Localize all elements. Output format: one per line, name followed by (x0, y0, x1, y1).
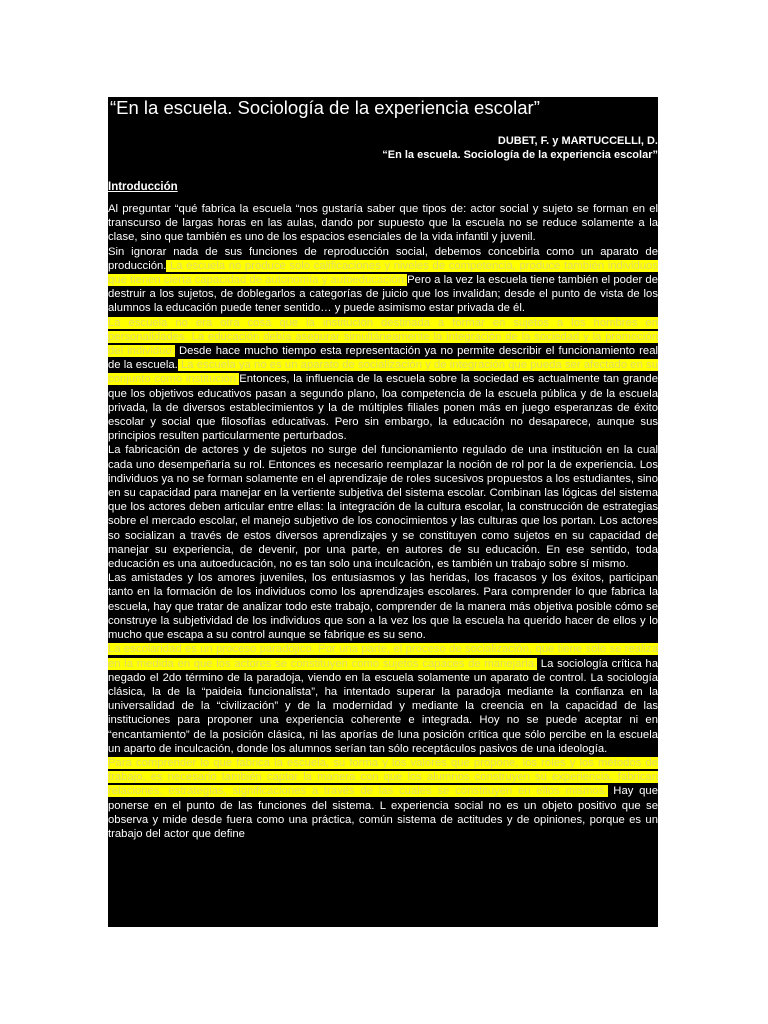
document-title: “En la escuela. Sociología de la experiencia escolar” (110, 97, 540, 118)
paragraph-5: Las amistades y los amores juveniles, los entusiasmos y las heridas, los fracasos y los éxitos, participan tanto en la formación de los individuos como los aprendizajes escolares. Para comprender lo que fabrica la escuela, hay que tratar de analizar todo este trabajo, comprender de la manera más objetiva posible cómo se construye la subjetividad de los individuos que son a la vez los que la escuela ha querido hacer de ellos y lo mucho que escapa a su control aunque se fabrique es su seno. (108, 572, 658, 642)
paragraph-3 (108, 316, 658, 444)
paragraph-2 (108, 245, 658, 316)
paragraph-6 (108, 642, 658, 756)
paragraph-2-text-a: Sin ignorar nada de sus funciones de reproducción social, debemos concebirla como un aparato de producción. (108, 245, 658, 272)
highlighted-text-4: La escolaridad es un proceso paradójico. Por una parte, el proceso de socialización, que tiene solo se realiza en la medida en que los actores se constituyen como sujetos capaces de manejarla. (108, 643, 658, 670)
section-heading: Introducción (108, 181, 178, 193)
paragraph-3-text-d: Entonces, la influencia de la escuela sobre la sociedad es actualmente tan grande que los objetivos educativos pasan a segundo plano, loa competencia de la escuela pública y de la escuela privada, la de diversos establecimientos y la de múltiples filiales ponen más en juego esperanzas de éxito escolar y social que filosofías educativas. Pero sin embargo, la educación no desaparece, aunque sus principios resulten particularmente perturbados. (108, 373, 658, 443)
paragraph-2-text-c: Pero a la vez la escuela tiene también el poder de destruir a los sujetos, de doblegarlos a categorías de juicio que los invalidan; desde el punto de vista de los alumnos la educación puede tener sentido… y puede asimismo estar privada de él. (108, 274, 658, 315)
paragraph-7-text-b: Hay que ponerse en el punto de las funciones del sistema. L experiencia social no es un objeto positivo que se observa y mide desde fuera como una práctica, común sistema de actitudes y de opiniones, porque es un trabajo del actor que define (108, 785, 658, 840)
author-line: DUBET, F. y MARTUCCELLI, D. (497, 135, 658, 147)
highlighted-text-5: Para comprender lo que fabrica la escuela, su forma y los valores que propone, los roles y los métodos de trabajo, es necesario también captar la manera con que los alumnos construyen su experiencia, fabrican relaciones, estrategias, significaciones a través de las cuales se constituyen en ellos mismos. (108, 756, 658, 798)
document-page (108, 97, 658, 927)
highlighted-text-3: La escuela ya no es un aparato de socialización y de integración que pueda ser afectado en su conjunto como institución. (108, 359, 658, 386)
paragraph-3-text-b: Desde hace mucho tiempo esta representación ya no permite describir el funcionamiento real de la escuela. (108, 345, 658, 372)
paragraph-7 (108, 756, 658, 841)
subtitle-line: “En la escuela. Sociología de la experiencia escolar” (382, 149, 658, 161)
highlighted-text-2: La escuela no era otra cosa que la institución destinada a formar en sujetos a los hombres en personalidades. La educación debía asegurar simultáneamente la integración de la sociedad y la promoción del individuo. (108, 316, 658, 358)
paragraph-4: La fabricación de actores y de sujetos no surge del funcionamiento regulado de una institución en la cual cada uno desempeñaría su rol. Entonces es necesario reemplazar la noción de rol por la de experiencia. Los individuos ya no se forman solamente en el aprendizaje de roles sucesivos propuestos a los estudiantes, sino en su capacidad para manejar en la vertiente subjetiva del sistema escolar. Combinan las lógicas del sistema que los actores deben articular entre ellas: la integración de la cultura escolar, la construcción de estrategias sobre el mercado escolar, el manejo subjetivo de los conocimientos y las culturas que los portan. Los actores so socializan a través de estos diversos aprendizajes y se constituyen como sujetos en su capacidad de manejar su experiencia, de devenir, por una parte, en autores de su educación. En ese sentido, toda educación es una autoeducación, no es tan solo una inculcación, es también un trabajo sobre sí mismo. (108, 444, 658, 571)
paragraph-1: Al preguntar “qué fabrica la escuela “nos gustaría saber que tipos de: actor social y sujeto se forman en el transcurso de largas horas en las aulas, dando por supuesto que la escuela no se reduce solamente a la clase, sino que también es uno de los espacios esenciales de la vida infantil y juvenil. (108, 203, 658, 244)
highlighted-text-1: La escuela no produce solo calificaciones y niveles de competencia, produce también individuos que tienen cierta capacidad de autonomía y autoeducación. (108, 259, 658, 287)
paragraph-6-text-b: La sociología crítica ha negado el 2do término de la paradoja, viendo en la escuela solamente un aparato de control. La sociología clásica, la de la “paideia funcionalista”, ha intentado superar la paradoja mediante la confianza en la universalidad de la “civilización” y de la modernidad y mediante la creencia en la capacidad de las instituciones para proponer una experiencia coherente e integrada. Hoy no se puede aceptar ni en “encantamiento” de la posición clásica, ni las aporías de luna posición crítica que sólo percibe en la escuela un aparto de inculcación, donde los alumnos serían tan sólo receptáculos pasivos de una ideología. (108, 657, 658, 755)
